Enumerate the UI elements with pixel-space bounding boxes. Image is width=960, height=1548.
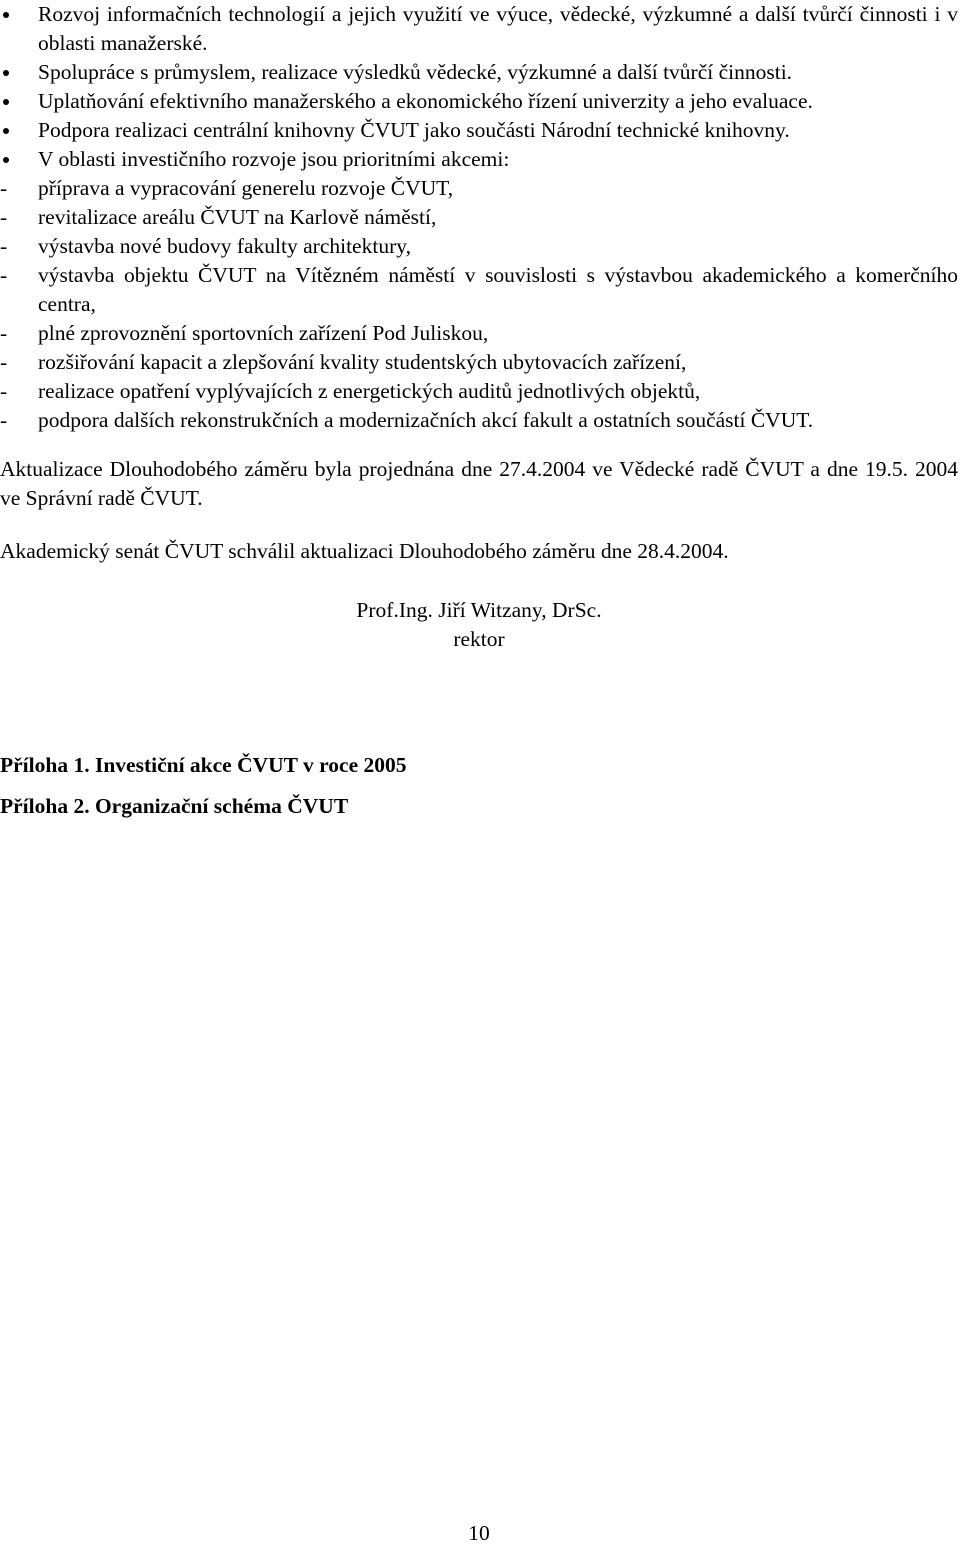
dash-marker: - [0, 263, 8, 287]
attachment-1: Příloha 1. Investiční akce ČVUT v roce 2005 [0, 753, 407, 777]
bullet-item [0, 58, 958, 87]
investment-dash-list [0, 174, 958, 435]
bullet-item-investment [0, 145, 958, 174]
dash-marker: - [0, 321, 8, 345]
dash-item [0, 319, 958, 348]
bullet-dot-icon [3, 99, 9, 105]
bullet-text: Uplatňování efektivního manažerského a ekonomického řízení univerzity a jeho evaluace. [38, 89, 813, 113]
dash-text: realizace opatření vyplývajících z energetických auditů jednotlivých objektů, [38, 379, 701, 403]
dash-item [0, 348, 958, 377]
attachment-2: Příloha 2. Organizační schéma ČVUT [0, 794, 349, 818]
bullet-dot-icon [3, 128, 9, 134]
dash-text: podpora dalších rekonstrukčních a modernizačních akcí fakult a ostatních součástí ČVUT. [38, 408, 814, 432]
signatory-name: Prof.Ing. Jiří Witzany, DrSc. [356, 598, 602, 622]
dash-item [0, 203, 958, 232]
dash-item [0, 174, 958, 203]
bullet-item [0, 0, 958, 58]
bullet-text: V oblasti investičního rozvoje jsou prioritními akcemi: [38, 147, 510, 171]
dash-item [0, 261, 958, 319]
dash-marker: - [0, 234, 8, 258]
bullet-text: Podpora realizaci centrální knihovny ČVUT jako součásti Národní technické knihovny. [38, 118, 790, 142]
signatory-title: rektor [453, 627, 505, 651]
bullet-text: Spolupráce s průmyslem, realizace výsledků vědecké, výzkumné a další tvůrčí činnosti. [38, 60, 793, 84]
dash-marker: - [0, 379, 8, 403]
dash-item [0, 232, 958, 261]
page-number: 10 [468, 1521, 490, 1545]
dash-marker: - [0, 176, 8, 200]
bullet-dot-icon [3, 12, 9, 18]
bullet-item [0, 116, 958, 145]
bullet-text: Rozvoj informačních technologií a jejich využití ve výuce, vědecké, výzkumné a další tvůrčí činnosti i v oblasti manažerské. [38, 2, 958, 55]
dash-marker: - [0, 408, 8, 432]
bullet-dot-icon [3, 70, 9, 76]
dash-marker: - [0, 350, 8, 374]
senate-paragraph: Akademický senát ČVUT schválil aktualizaci Dlouhodobého záměru dne 28.4.2004. [0, 539, 729, 563]
signature-block [0, 596, 958, 654]
dash-text: revitalizace areálu ČVUT na Karlově náměstí, [38, 205, 437, 229]
dash-text: příprava a vypracování generelu rozvoje ČVUT, [38, 176, 454, 200]
dash-item [0, 406, 958, 435]
bullet-dot-icon [3, 157, 9, 163]
dash-item [0, 377, 958, 406]
bullet-item [0, 87, 958, 116]
dash-text: rozšiřování kapacit a zlepšování kvality studentských ubytovacích zařízení, [38, 350, 687, 374]
dash-text: výstavba objektu ČVUT na Vítězném náměstí v souvislosti s výstavbou akademického a komerčního centra, [38, 263, 958, 316]
goals-bullet-list [0, 0, 958, 174]
dash-text: plné zprovoznění sportovních zařízení Pod Juliskou, [38, 321, 489, 345]
update-paragraph: Aktualizace Dlouhodobého záměru byla projednána dne 27.4.2004 ve Vědecké radě ČVUT a dne 19.5. 2004 ve Správní radě ČVUT. [0, 457, 958, 510]
dash-marker: - [0, 205, 8, 229]
dash-text: výstavba nové budovy fakulty architektury, [38, 234, 411, 258]
